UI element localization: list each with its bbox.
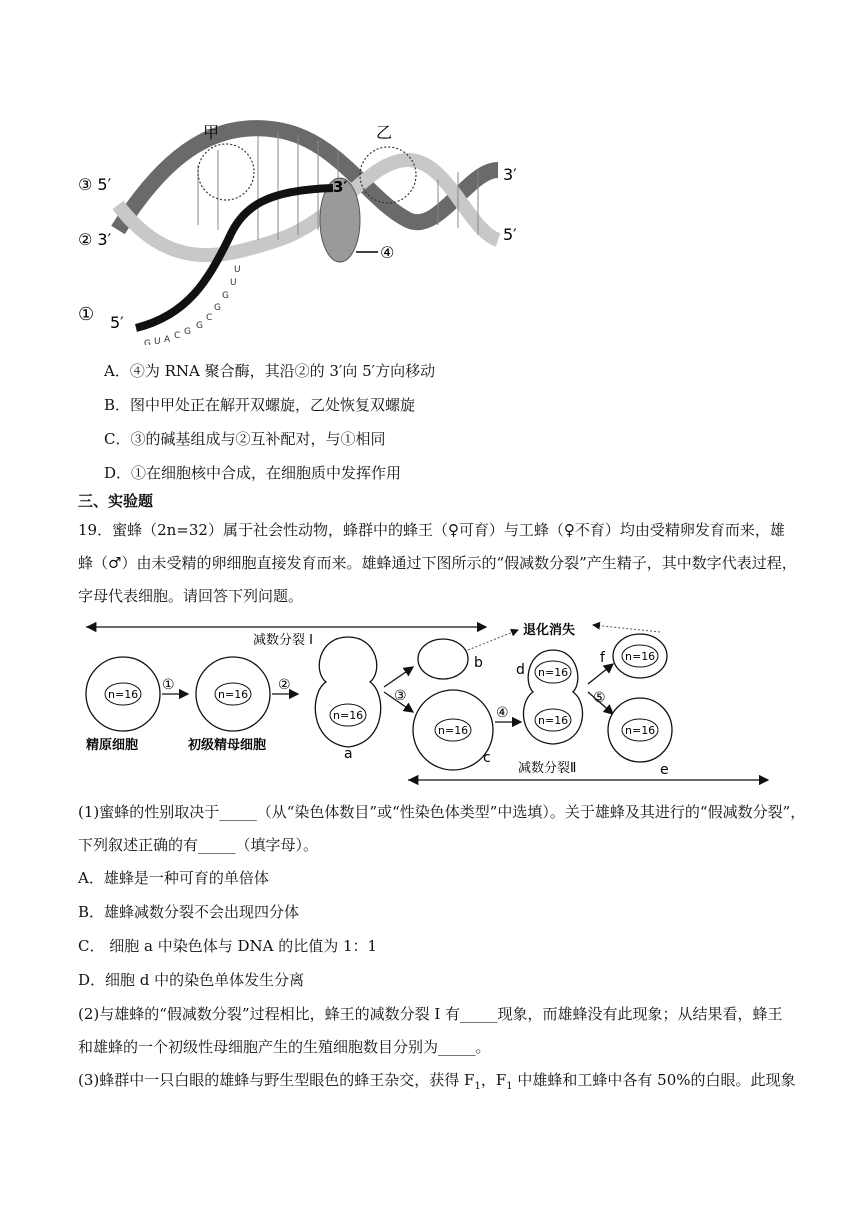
step3-label: ③ [394,688,407,704]
cell-e-label: e [660,762,669,778]
cell-e-n: n=16 [625,724,656,737]
cell-b-label: b [474,655,483,671]
q19-2-line1: (2)与雄蜂的“假减数分裂”过程相比，蜂王的减数分裂 I 有_____现象，而雄蜂没有此现象；从结果看，蜂王 [78,1005,783,1023]
strand3-label: ③ 5′ [78,175,112,194]
strand1-end-label: 5′ [110,313,124,332]
q18-option: A．④为 RNA 聚合酶，其沿②的 3′向 5′方向移动 [104,362,436,380]
step5-label: ⑤ [593,690,606,706]
cell-d-n2: n=16 [538,714,569,727]
transcription-figure [78,110,538,345]
right-3prime-label: 3′ [503,165,517,184]
rna-base: G [214,303,221,313]
rna-bases [144,265,241,345]
q19-1-option: C． 细胞 a 中染色体与 DNA 的比值为 1：1 [78,937,378,955]
rna-base: U [230,278,237,288]
q19-1-option: A．雄蜂是一种可育的单倍体 [78,869,269,887]
rna-base: C [206,313,213,323]
q19-1-option: D．细胞 d 中的染色单体发生分离 [78,971,305,989]
cell-c-n: n=16 [438,724,469,737]
q19-intro-line3: 字母代表细胞。请回答下列问题。 [78,587,304,605]
rna-base: G [144,339,151,345]
q18-option: B．图中甲处正在解开双螺旋，乙处恢复双螺旋 [104,396,416,414]
q18-option: D．①在细胞核中合成，在细胞质中发挥作用 [104,464,402,482]
jia-label: 甲 [203,123,220,142]
q19-intro-line1: 19．蜜蜂（2n=32）属于社会性动物，蜂群中的蜂王（♀可育）与工蜂（♀不育）均由受精卵发育而来，雄 [78,521,785,539]
q19-1-line1: (1)蜜蜂的性别取决于_____（从“染色体数目”或“性染色体类型”中选填）。关于雄蜂及其进行的“假减数分裂”， [78,803,806,821]
cell-d-n1: n=16 [538,666,569,679]
rna-base: C [174,331,181,341]
cell-f-label: f [600,650,605,666]
rna-base: G [184,327,191,337]
step1-label: ① [162,677,175,693]
section-title: 三、实验题 [78,492,154,510]
degenerate-label: 退化消失 [523,623,576,638]
cell2-n: n=16 [218,688,249,701]
rna-base: U [234,265,241,275]
meiosis2-label: 减数分裂Ⅱ [518,761,577,776]
cell-a-n: n=16 [333,709,364,722]
meiosis1-label: 减数分裂 I [253,633,313,648]
cell-a-label: a [344,746,353,762]
q18-option: C．③的碱基组成与②互补配对，与①相同 [104,430,386,448]
cell-d-label: d [516,662,525,678]
rna-base: G [222,291,229,301]
q19-intro-line2: 蜂（♂）由未受精的卵细胞直接发育而来。雄蜂通过下图所示的“假减数分裂”产生精子，其中数字代表过程， [78,554,797,572]
cell-c-label: c [483,750,491,766]
step2-label: ② [278,677,291,693]
cell-f-n: n=16 [625,650,656,663]
strand2-label: ② 3′ [78,230,112,249]
primary-label: 初级精母细胞 [188,738,267,753]
pseudo-meiosis-figure [78,612,778,787]
strand1-label: ① [78,304,95,325]
yi-label: 乙 [376,123,393,142]
q19-1-line2: 下列叙述正确的有_____（填字母）。 [78,836,319,854]
enzyme-label: ④ [380,243,395,262]
rna-base: U [154,337,161,345]
q19-2-line2: 和雄蜂的一个初级性母细胞产生的生殖细胞数目分别为_____。 [78,1038,491,1056]
rna-base: G [196,321,203,331]
cell1-n: n=16 [108,688,139,701]
q19-3-line1: (3)蜂群中一只白眼的雄蜂与野生型眼色的蜂王杂交，获得 $F_1$，$F_1$ 中雄蜂和工蜂中各有 50%的白眼。此现象 [78,1071,796,1092]
right-5prime-label: 5′ [503,225,517,244]
rna-3prime-label: 3′ [333,178,348,196]
step4-label: ④ [496,705,509,721]
q19-1-option: B．雄蜂减数分裂不会出现四分体 [78,903,300,921]
spermatogonium-label: 精原细胞 [86,738,139,753]
rna-base: A [164,335,171,345]
